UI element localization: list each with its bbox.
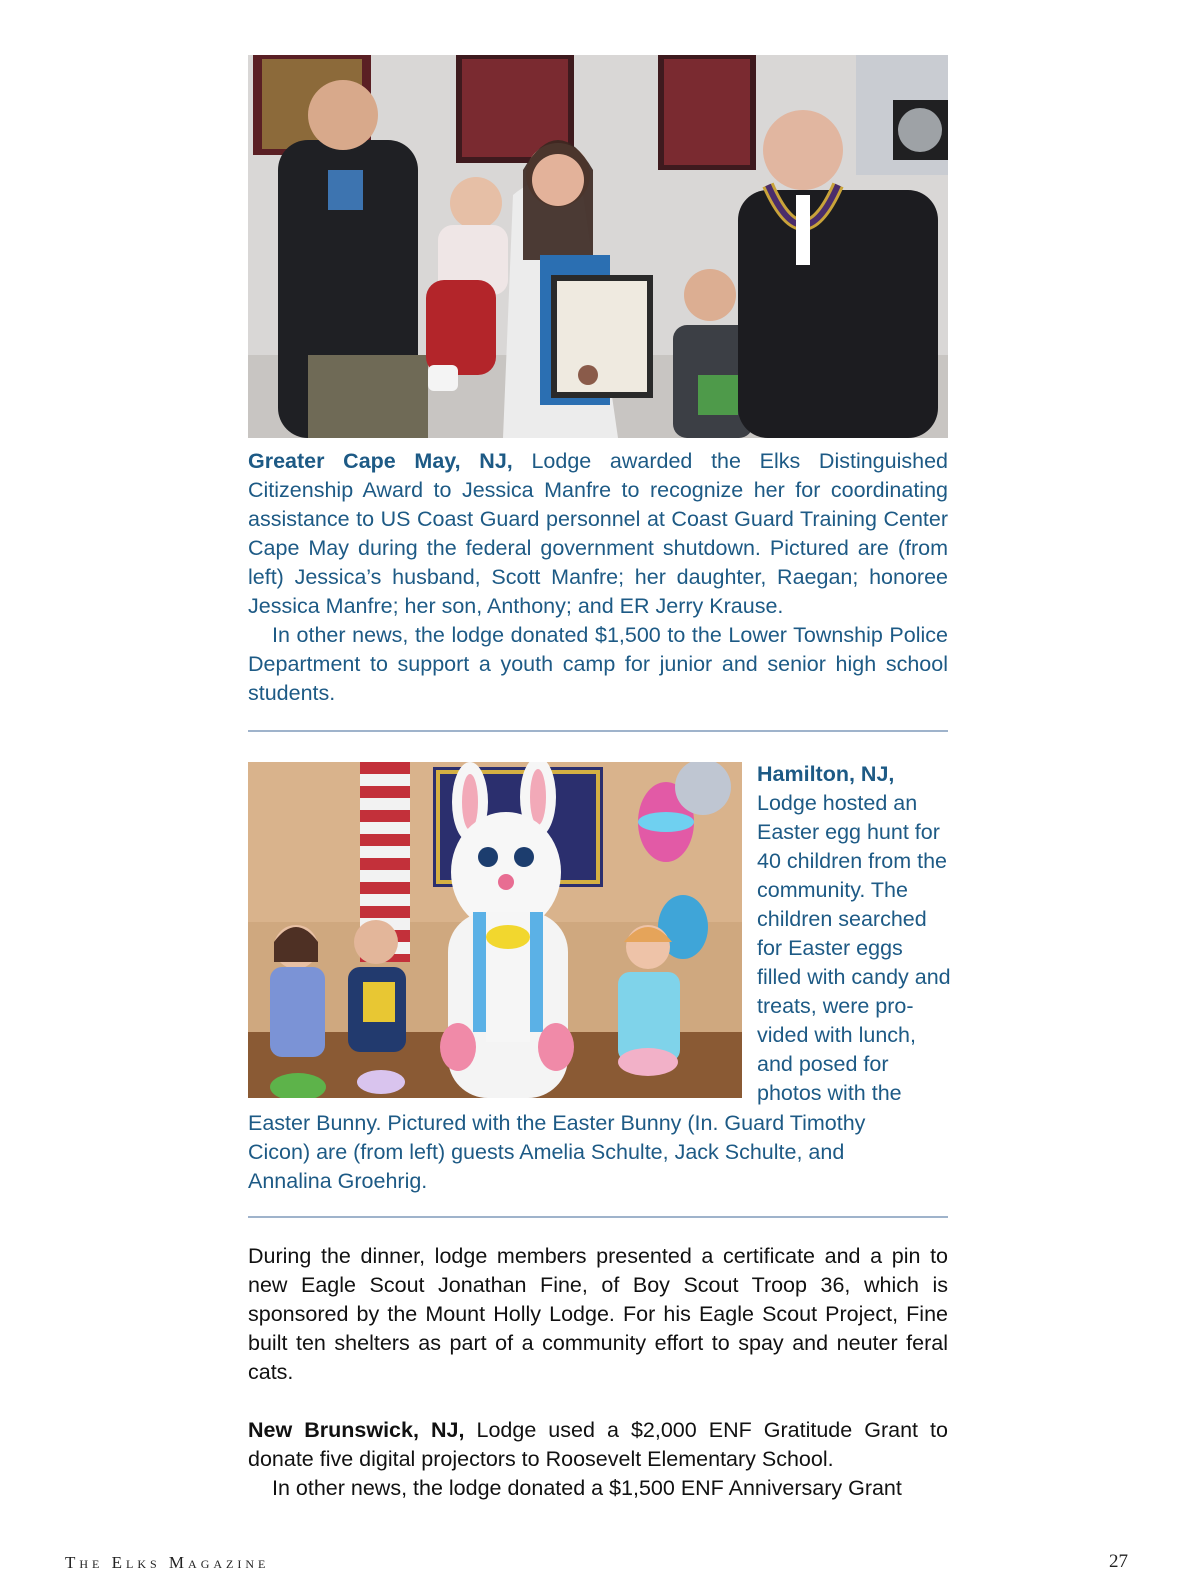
mount-holly-body: During the dinner, lodge members presented a certificate and a pin to new Eagle Scout Jonathan Fine, of Boy Scout Troop 36, which is sponsored by the Mount Holly Lodge. For his Eagle Scout Project, Fine built ten shelters as part of a community effort to spay and neuter feral cats. [248,1244,948,1384]
hamilton-line: and posed for [757,1052,889,1076]
cape-may-lead: Greater Cape May, NJ, [248,449,513,473]
new-brunswick-article [248,1416,948,1503]
section-divider [248,730,948,732]
hamilton-line: filled with candy and [757,965,951,989]
hamilton-line: for Easter eggs [757,936,903,960]
hamilton-line: community. The [757,878,908,902]
hamilton-line: children searched [757,907,927,931]
page-number: 27 [1109,1551,1128,1572]
hamilton-article-side [757,760,967,1108]
hamilton-lead: Hamilton, NJ, [757,762,895,786]
hamilton-line: Annalina Groehrig. [248,1169,428,1193]
hamilton-line: Easter egg hunt for [757,820,940,844]
hamilton-easter-photo [248,762,742,1098]
cape-may-award-photo [248,55,948,438]
new-brunswick-lead: New Brunswick, NJ, [248,1418,465,1442]
hamilton-line: vided with lunch, [757,1023,916,1047]
magazine-title: The Elks Magazine [65,1553,270,1572]
mount-holly-article [248,1242,948,1387]
hamilton-line: Lodge hosted an [757,791,918,815]
hamilton-line: Easter Bunny. Pictured with the Easter Bunny (In. Guard Timothy [248,1111,866,1135]
cape-may-body: Lodge awarded the Elks Distinguished Citizenship Award to Jessica Manfre to recognize her for coordinating assistance to US Coast Guard personnel at Coast Guard Training Center Cape May during the federal government shutdown. Pictured are (from left) Jessica’s husband, Scott Manfre; her daughter, Raegan; honoree Jessica Manfre; her son, Anthony; and ER Jerry Krause. [248,449,948,618]
hamilton-article-bottom [248,1109,948,1196]
cape-may-article [248,447,948,708]
section-divider [248,1216,948,1218]
hamilton-line: 40 children from the [757,849,948,873]
new-brunswick-body: Lodge used a $2,000 ENF Gratitude Grant to donate five digital projectors to Roosevelt Elementary School. [248,1418,948,1471]
hamilton-line: photos with the [757,1081,902,1105]
hamilton-line: treats, were pro- [757,994,914,1018]
cape-may-body-2: In other news, the lodge donated $1,500 to the Lower Township Police Department to support a youth camp for junior and senior high school students. [248,623,948,705]
hamilton-line: Cicon) are (from left) guests Amelia Schulte, Jack Schulte, and [248,1140,845,1164]
new-brunswick-body-2: In other news, the lodge donated a $1,500 ENF Anniversary Grant [272,1476,902,1500]
